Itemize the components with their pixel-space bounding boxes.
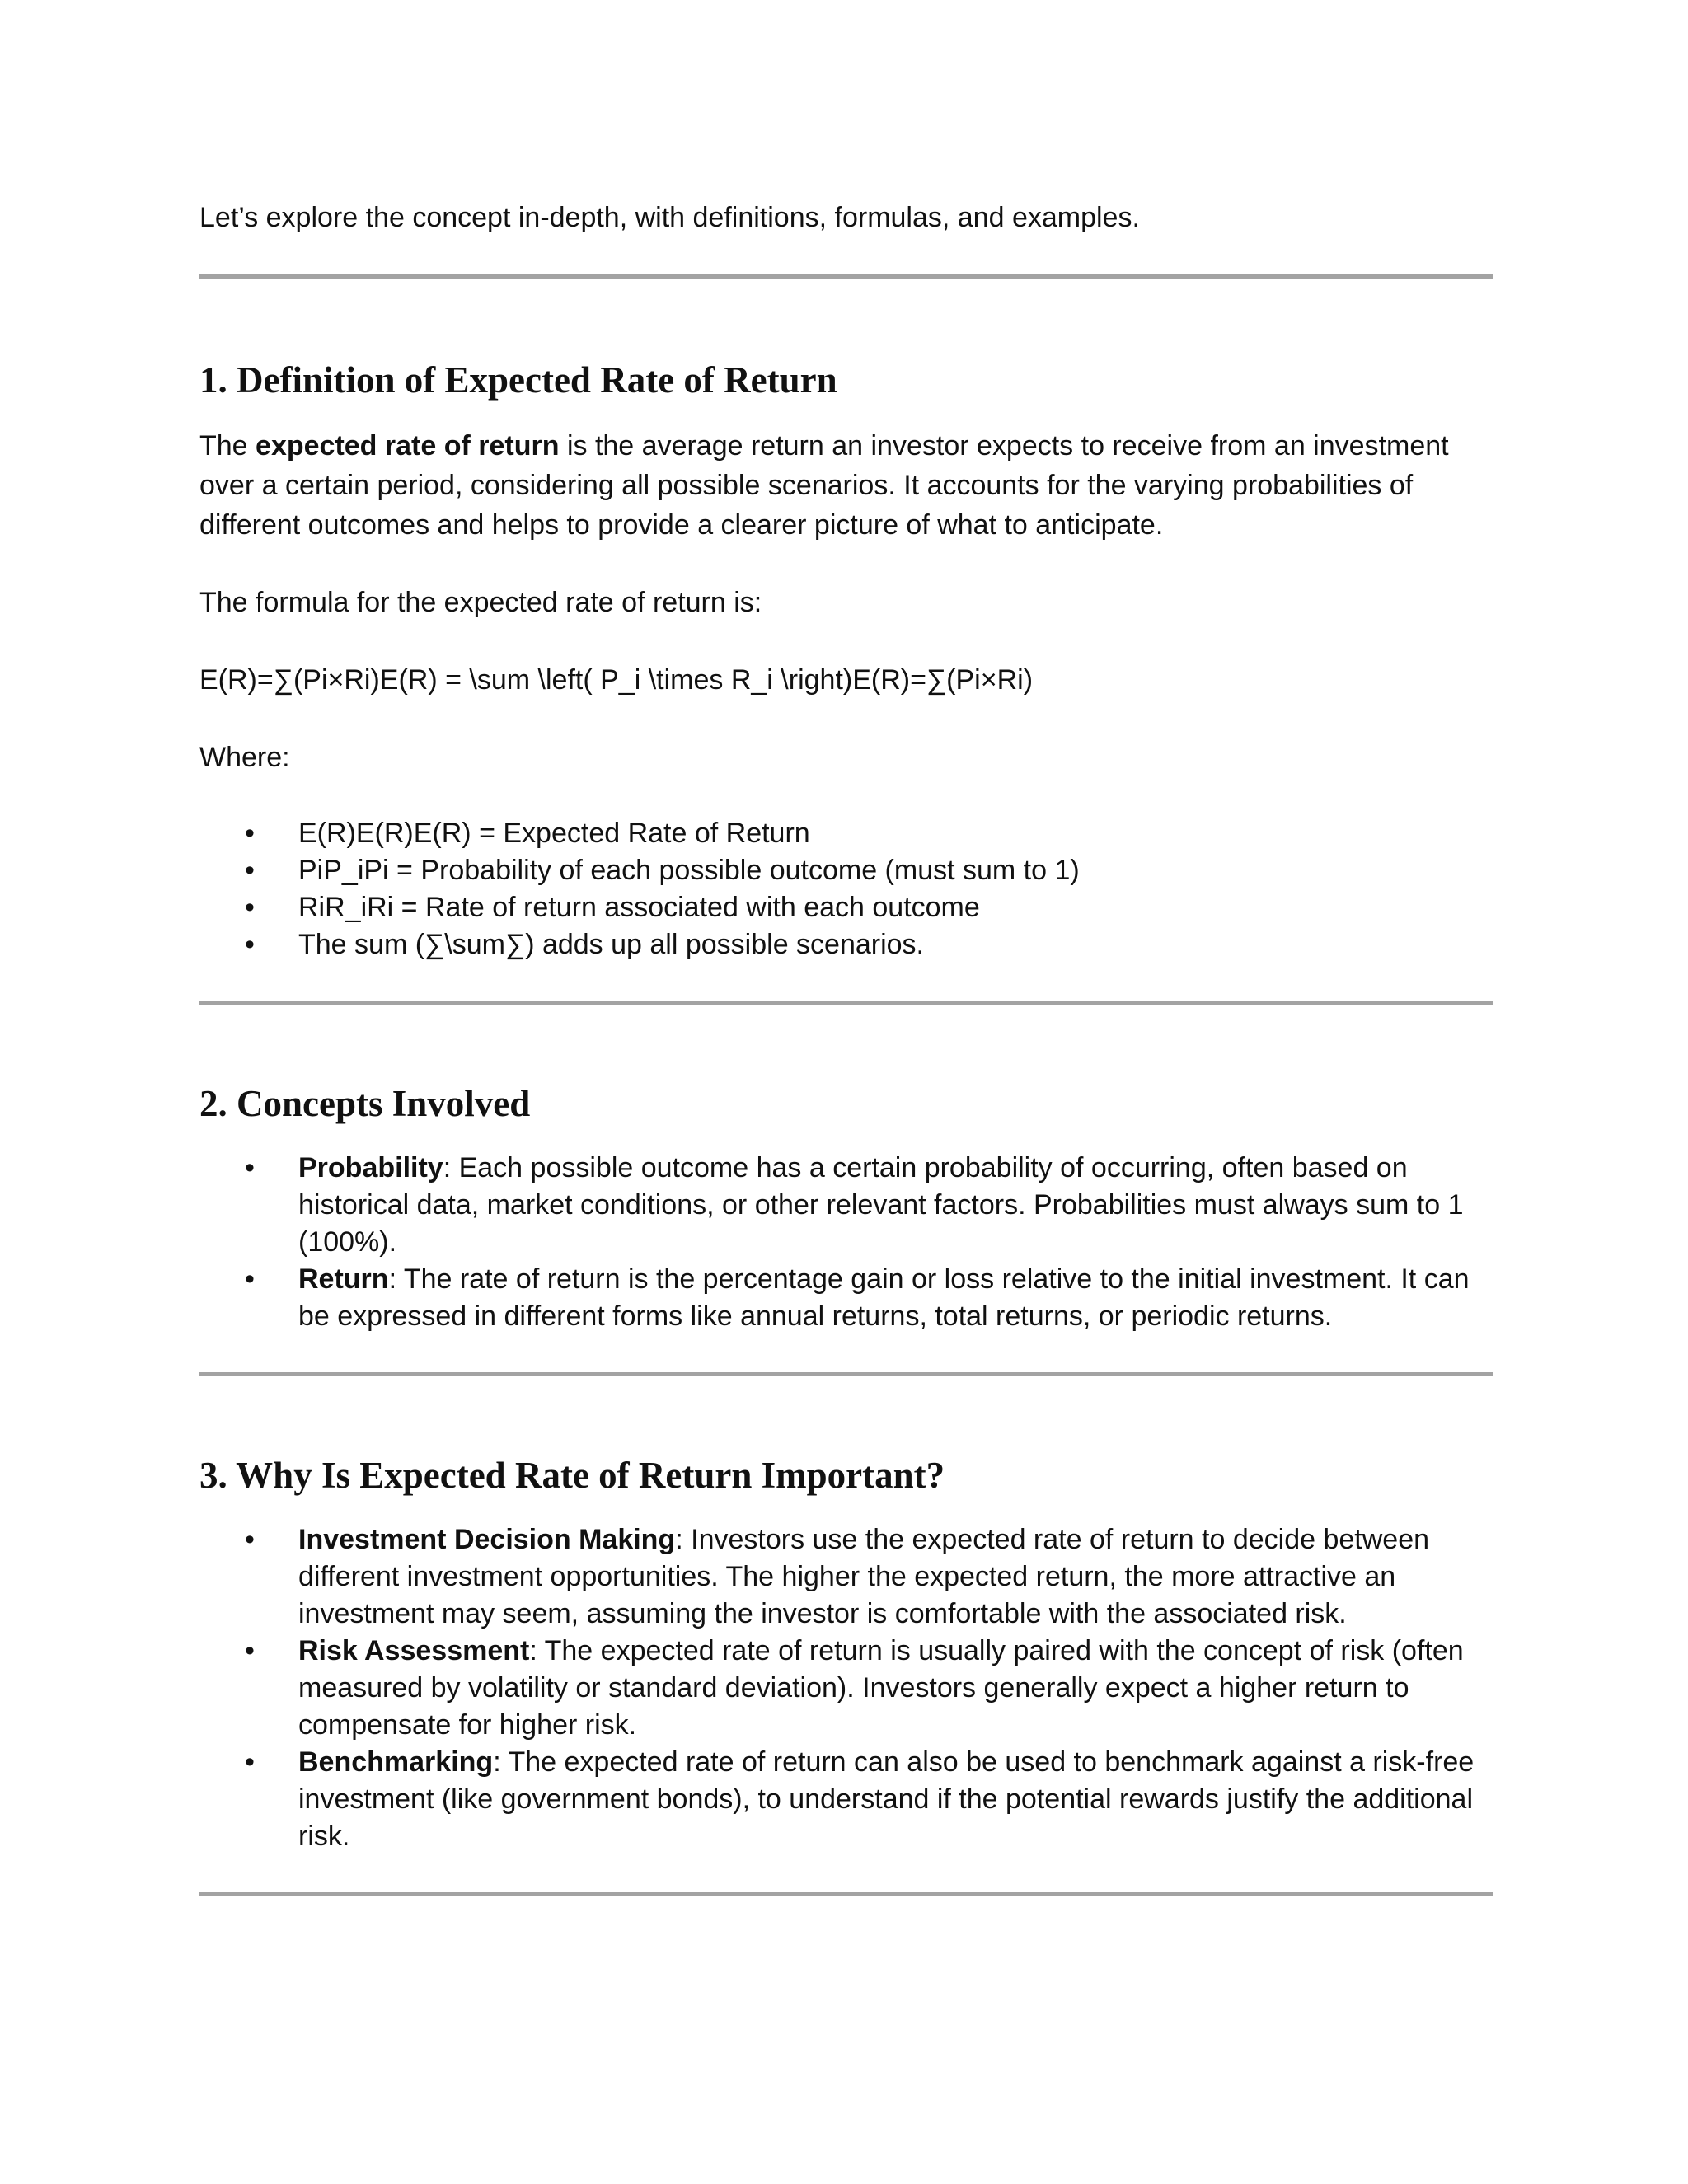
document-page [199, 198, 1493, 1896]
list-item-text: : The expected rate of return is usually paired with the concept of risk (often measured by volatility or standard deviation). Investors generally expect a higher return to compensate for higher risk. [298, 1635, 1464, 1741]
bold-term: Probability [298, 1152, 443, 1183]
list-item [199, 926, 1493, 963]
bullet-icon: • [245, 1635, 255, 1666]
text-span: The [199, 430, 256, 462]
bullet-icon: • [245, 855, 255, 886]
list-item-text: : Investors use the expected rate of return to decide between different investment opportunities. The higher the expected return, the more attractive an investment may seem, assuming the investor is comfortable with the associated risk. [298, 1524, 1430, 1629]
bullet-icon: • [245, 818, 255, 849]
bullet-icon: • [245, 1152, 255, 1183]
bold-term: Investment Decision Making [298, 1524, 676, 1555]
list-item-text: The sum (∑\sum∑) adds up all possible scenarios. [298, 929, 925, 960]
bold-term: expected rate of return [256, 430, 560, 462]
variable-list [199, 815, 1493, 963]
definition-paragraph [199, 426, 1493, 545]
formula: E(R)=∑(Pi×Ri)E(R) = \sum \left( P_i \times R_i \right)E(R)=∑(Pi×Ri) [199, 664, 1034, 696]
list-item [199, 1150, 1493, 1261]
list-item-text: RiR_iRi = Rate of return associated with each outcome [298, 892, 980, 923]
formula-intro: The formula for the expected rate of return is: [199, 587, 762, 618]
list-item [199, 1744, 1493, 1855]
intro-paragraph: Let’s explore the concept in-depth, with definitions, formulas, and examples. [199, 202, 1140, 233]
list-item-text: PiP_iPi = Probability of each possible outcome (must sum to 1) [298, 855, 1080, 886]
list-item [199, 889, 1493, 926]
horizontal-rule [199, 274, 1493, 279]
section-heading: 2. Concepts Involved [199, 1083, 531, 1124]
section-concepts [199, 1080, 1493, 1335]
importance-list [199, 1521, 1493, 1855]
horizontal-rule [199, 1892, 1493, 1896]
list-item [199, 1633, 1493, 1744]
list-item-text: : The expected rate of return can also be used to benchmark against a risk-free investment (like government bonds), to understand if the potential rewards justify the additional risk. [298, 1746, 1475, 1852]
bold-term: Benchmarking [298, 1746, 494, 1778]
horizontal-rule [199, 1001, 1493, 1005]
list-item-text: E(R)E(R)E(R) = Expected Rate of Return [298, 818, 810, 849]
bullet-icon: • [245, 1524, 255, 1555]
list-item [199, 1521, 1493, 1633]
section-heading: 3. Why Is Expected Rate of Return Important? [199, 1455, 945, 1496]
bullet-icon: • [245, 892, 255, 923]
list-item [199, 852, 1493, 889]
list-item-text: : The rate of return is the percentage gain or loss relative to the initial investment. It can be expressed in different forms like annual returns, total returns, or periodic returns. [298, 1263, 1470, 1332]
section-importance [199, 1452, 1493, 1855]
bold-term: Return [298, 1263, 389, 1295]
section-definition [199, 357, 1493, 963]
bullet-icon: • [245, 1746, 255, 1778]
concepts-list [199, 1150, 1493, 1335]
section-heading: 1. Definition of Expected Rate of Return [199, 359, 837, 401]
bold-term: Risk Assessment [298, 1635, 530, 1666]
list-item [199, 815, 1493, 852]
where-label: Where: [199, 742, 290, 773]
bullet-icon: • [245, 1263, 255, 1295]
list-item-text: : Each possible outcome has a certain probability of occurring, often based on historical data, market conditions, or other relevant factors. Probabilities must always sum to 1 (100%). [298, 1152, 1464, 1258]
bullet-icon: • [245, 929, 255, 960]
text-span: is the average return an investor expects to receive from an investment over a certain period, considering all possible scenarios. It accounts for the varying probabilities of different outcomes and helps to provide a clearer picture of what to anticipate. [199, 430, 1449, 541]
horizontal-rule [199, 1372, 1493, 1376]
list-item [199, 1261, 1493, 1335]
